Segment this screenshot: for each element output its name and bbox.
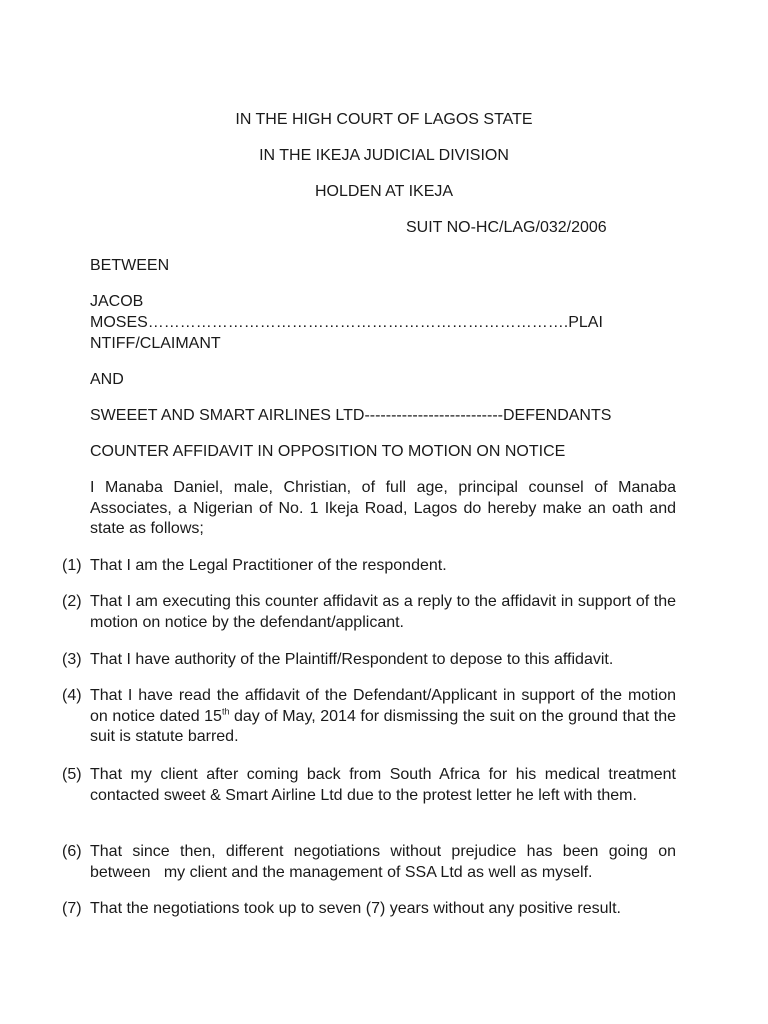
and-label: AND [90, 371, 124, 388]
item-text: That the negotiations took up to seven (7) years without any positive result. [90, 900, 621, 917]
item-number: (1) [62, 557, 82, 574]
item-text: That I have authority of the Plaintiff/Respondent to depose to this affidavit. [90, 651, 614, 668]
item-number: (5) [62, 766, 82, 783]
list-item [62, 899, 676, 920]
item-text: That I am the Legal Practitioner of the respondent. [90, 557, 447, 574]
item-text-part: day of May, 2014 for dismissing the suit on the ground that the suit is statute barred. [90, 707, 676, 745]
defendant-line: SWEEET AND SMART AIRLINES LTD--------------------------DEFENDANTS [90, 407, 612, 424]
intro-paragraph: I Manaba Daniel, male, Christian, of full age, principal counsel of Manaba Associates, a Nigerian of No. 1 Ikeja Road, Lagos do hereby make an oath and state as follows; [90, 479, 676, 537]
list-item [62, 650, 676, 671]
item-number: (7) [62, 900, 82, 917]
list-item [62, 765, 676, 806]
ordinal-suffix: th [221, 706, 230, 717]
item-number: (6) [62, 843, 82, 860]
suit-number: SUIT NO-HC/LAG/032/2006 [406, 219, 607, 236]
item-text [62, 686, 676, 748]
item-number: (2) [62, 593, 82, 610]
list-item [62, 556, 676, 577]
plaintiff-line-2: MOSES…………………………………………………………………….PLAI [90, 314, 603, 331]
item-number: (3) [62, 651, 82, 668]
item-text: That my client after coming back from South Africa for his medical treatment contacted sweet & Smart Airline Ltd due to the protest letter he left with them. [90, 766, 676, 804]
division-heading: IN THE IKEJA JUDICIAL DIVISION [259, 147, 509, 164]
plaintiff-line-3: NTIFF/CLAIMANT [90, 335, 221, 352]
between-label: BETWEEN [90, 257, 170, 274]
list-item [62, 686, 676, 748]
list-item [62, 842, 681, 883]
holden-heading: HOLDEN AT IKEJA [314, 183, 454, 200]
court-heading: IN THE HIGH COURT OF LAGOS STATE [235, 111, 533, 128]
list-item [62, 592, 676, 633]
affidavit-title: COUNTER AFFIDAVIT IN OPPOSITION TO MOTION ON NOTICE [90, 443, 566, 460]
item-text: That I am executing this counter affidavit as a reply to the affidavit in support of the motion on notice by the defendant/applicant. [90, 593, 676, 631]
item-text-part: That I have read the affidavit of the Defendant/Applicant in support of the motion on notice dated 15 [90, 687, 676, 725]
item-number: (4) [62, 687, 82, 704]
item-text: That since then, different negotiations without prejudice has been going on between my client and the management of SSA Ltd as well as myself. [90, 843, 681, 881]
plaintiff-line-1: JACOB [90, 293, 144, 310]
